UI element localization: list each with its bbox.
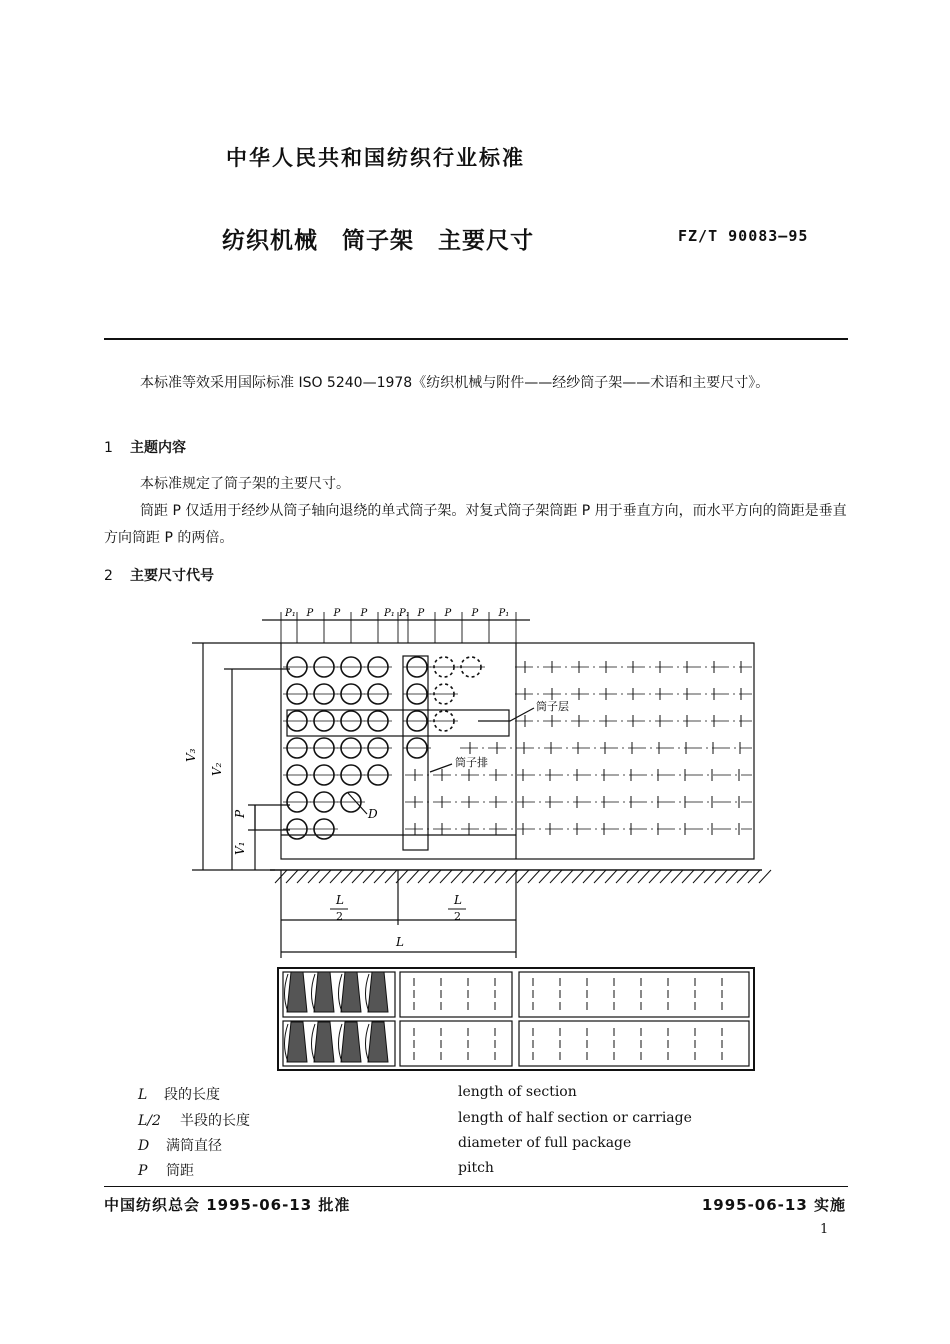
package-row-box [403,656,428,850]
v3-label: V₃ [184,748,198,762]
pitch-label: P [471,608,479,619]
centerline-marks [405,661,752,835]
pitch-label: P₁ [399,608,410,619]
package-cone [341,1022,361,1062]
package-cone [287,1022,307,1062]
glossary-symbol: P [138,1163,148,1179]
half-l-label-right-num: L [454,893,462,907]
l-label: L [396,935,404,949]
glossary-entry [138,1160,194,1180]
ground-hatch [275,870,771,883]
v1-label: V₁ [233,841,247,855]
section-title: 主题内容 [130,440,186,456]
package-layer-box [287,710,509,736]
diameter-line [348,793,367,814]
pitch-label: P [333,608,341,619]
glossary-en: diameter of full package [458,1135,632,1151]
half-l-label-left-den: 2 [336,910,343,923]
section-1-heading [104,437,186,457]
package-circles [283,657,485,839]
pitch-label: P₁ [285,608,296,619]
document-title: 纺织机械 筒子架 主要尺寸 [222,228,534,254]
section-number: 1 [104,440,113,456]
glossary-en: length of section [458,1084,577,1100]
package-cone [287,972,307,1012]
glossary-entry [138,1110,250,1130]
page-number: 1 [820,1222,829,1237]
approval-note: 中国纺织总会 1995-06-13 批准 [104,1196,351,1214]
package-cone [368,1022,388,1062]
footer-rule [104,1186,848,1187]
intro-paragraph: 本标准等效采用国际标准 ISO 5240—1978《纺织机械与附件——经纱筒子架——术语和主要尺寸》。 [140,375,770,391]
v2-label: V₂ [210,762,224,776]
p-label: P [233,809,247,818]
pitch-label: P₁ [498,608,510,619]
layer-label: 筒子层 [536,700,569,713]
creel-frame [281,643,754,859]
glossary-cn: 筒距 [166,1163,194,1179]
half-l-label-right-den: 2 [454,910,461,923]
section-1-paragraph-1: 本标准规定了筒子架的主要尺寸。 [140,476,350,492]
row-label: 筒子排 [455,756,488,769]
row-leader [430,764,452,772]
glossary-symbol: L/2 [138,1113,161,1129]
pitch-label: P [306,608,314,619]
pitch-label: P₁ [384,608,395,619]
pitch-label: P [444,608,452,619]
pitch-labels [281,608,516,643]
pitch-label: P [360,608,368,619]
section-number: 2 [104,568,113,584]
section-title: 主要尺寸代号 [130,568,214,584]
standard-number: FZ/T 90083—95 [678,227,809,245]
package-cone [314,972,334,1012]
glossary-symbol: L [138,1087,148,1103]
glossary-en: pitch [458,1160,494,1176]
glossary-entry [138,1084,220,1104]
glossary-cn: 满筒直径 [166,1138,222,1154]
package-cone [314,1022,334,1062]
glossary-en: length of half section or carriage [458,1110,692,1126]
section-2-heading [104,565,214,585]
package-cone [341,972,361,1012]
header-rule [104,338,848,340]
diameter-label: D [368,807,378,821]
plan-cell [519,1021,749,1066]
glossary-cn: 段的长度 [164,1087,220,1103]
package-cone [368,972,388,1012]
creel-diagram [0,600,950,1080]
plan-cell [519,972,749,1017]
glossary-entry [138,1135,222,1155]
section-1-paragraph-2: 筒距 P 仅适用于经纱从筒子轴向退绕的单式筒子架。对复式筒子架筒距 P 用于垂直方向，而水平方向的筒距是垂直方向筒距 P 的两倍。 [104,503,847,546]
implementation-note: 1995-06-13 实施 [701,1196,846,1214]
standard-category: 中华人民共和国纺织行业标准 [226,146,525,170]
pitch-label: P [417,608,425,619]
glossary-symbol: D [138,1138,150,1154]
half-l-label-left-num: L [336,893,344,907]
glossary-cn: 半段的长度 [180,1113,250,1129]
